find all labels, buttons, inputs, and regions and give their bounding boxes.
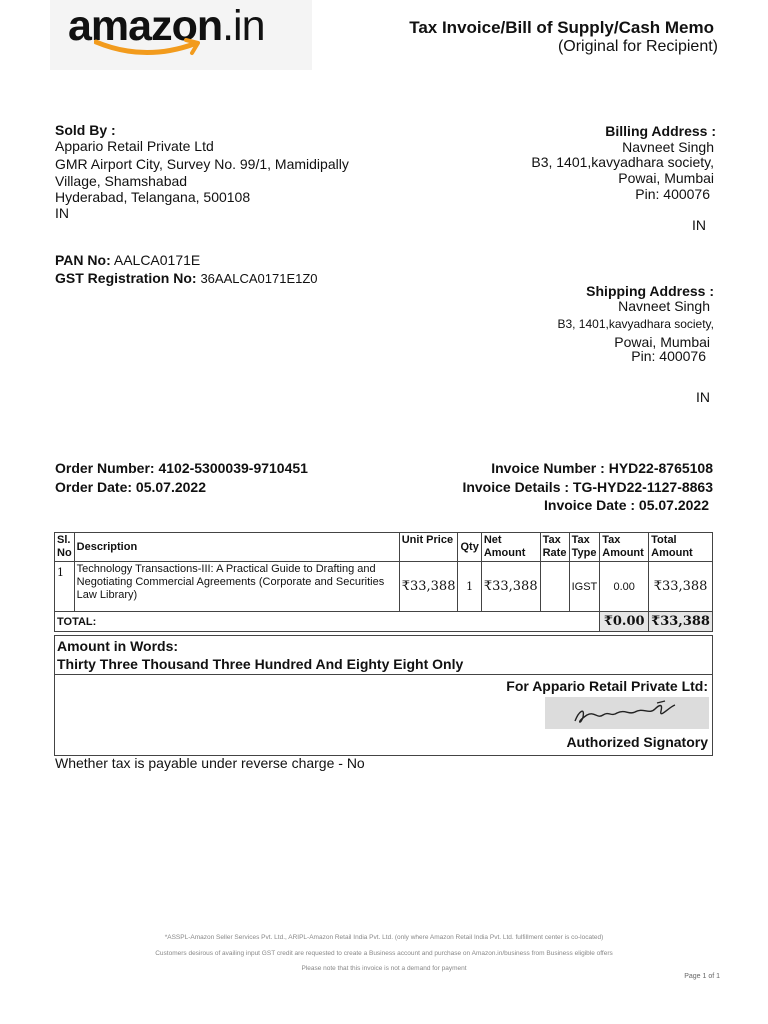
row-description: Technology Transactions-III: A Practical Guide to Drafting and Negotiating Commercial Agreements (Corporate and Securities Law Library) [74,562,399,612]
header-description: Description [74,533,399,562]
invoice-date: 05.07.2022 [638,497,709,513]
header-total-amount: Total Amount [649,533,713,562]
order-date-label: Order Date: [55,479,133,495]
invoice-subtitle: (Original for Recipient) [557,38,718,55]
order-number: 4102-5300039-9710451 [158,460,308,476]
seller-country: IN [55,205,69,221]
footer-line1: *ASSPL-Amazon Seller Services Pvt. Ltd., ARIPL-Amazon Retail India Pvt. Ltd. (only where Amazon Retail India Pvt. Ltd. fulfillment center is co-located) [164,934,604,941]
seller-address-line1: GMR Airport City, Survey No. 99/1, Mamidipally [55,156,349,172]
signature-image [545,697,709,729]
invoice-date-row [544,497,709,513]
table-header-row [55,533,713,562]
header-net-amount: Net Amount [481,533,540,562]
pan-row [55,252,200,269]
header-tax-amount: Tax Amount [600,533,649,562]
for-company-label: For Appario Retail Private Ltd: [506,678,708,694]
shipping-line2: Powai, Mumbai [614,334,710,350]
header-sl: Sl. No [55,533,75,562]
invoice-details: TG-HYD22-1127-8863 [572,479,713,495]
header-tax-type: Tax Type [569,533,600,562]
total-tax: ₹0.00 [600,612,649,632]
shipping-name: Navneet Singh [618,298,710,314]
gst-label: GST Registration No: [55,270,197,286]
reverse-charge-note: Whether tax is payable under reverse charge - No [55,755,365,771]
amount-in-words-value: Thirty Three Thousand Three Hundred And Eighty Eight Only [57,656,464,672]
logo-text-suffix: .in [222,2,265,50]
order-date-row [55,479,206,495]
shipping-pin: Pin: 400076 [631,348,706,364]
header-unit-price: Unit Price [399,533,458,562]
billing-line1: B3, 1401,kavyadhara society, [531,154,714,170]
invoice-details-row [462,479,713,495]
row-tax-amount: 0.00 [600,562,649,612]
row-unit-price: ₹33,388 [399,562,458,612]
seller-address-line3: Hyderabad, Telangana, 500108 [55,189,251,205]
gst-value: 36AALCA0171E1Z0 [200,271,318,286]
authorized-signatory-label: Authorized Signatory [566,734,708,750]
header-tax-rate: Tax Rate [540,533,569,562]
invoice-number-row [491,460,713,476]
row-tax-rate [540,562,569,612]
footer-line2: Customers desirous of availing input GST credit are requested to create a Business account and purchase on Amazon.in/business from Business eligible offers [155,950,613,957]
gst-row [55,270,318,287]
amount-in-words-label: Amount in Words: [57,638,179,654]
row-net-amount: ₹33,388 [481,562,540,612]
row-qty: 1 [458,562,481,612]
order-number-label: Order Number: [55,460,155,476]
billing-line2: Powai, Mumbai [618,170,714,186]
shipping-address-label: Shipping Address : [586,283,714,299]
billing-pin: Pin: 400076 [635,186,710,202]
page-number: Page 1 of 1 [684,973,720,980]
invoice-details-label: Invoice Details : [462,479,570,495]
footer-line3: Please note that this invoice is not a demand for payment [301,965,467,972]
signature-scribble-icon [545,697,709,729]
billing-name: Navneet Singh [622,139,714,155]
table-total-row [55,612,713,632]
seller-address-line2: Village, Shamshabad [55,173,188,189]
logo-text-main: amazon [68,2,223,50]
total-amount: ₹33,388 [649,612,713,632]
row-total-amount: ₹33,388 [649,562,713,612]
total-label: TOTAL: [55,612,600,632]
invoice-number: HYD22-8765108 [608,460,713,476]
invoice-title: Tax Invoice/Bill of Supply/Cash Memo [409,18,714,37]
row-tax-type: IGST [569,562,600,612]
amount-in-words-box [54,635,713,675]
amazon-smile-icon [94,38,204,60]
table-row [55,562,713,612]
order-date: 05.07.2022 [135,479,206,495]
header-qty: Qty [458,533,481,562]
billing-country: IN [692,217,706,233]
invoice-number-label: Invoice Number : [491,460,605,476]
pan-value: AALCA0171E [113,252,201,268]
shipping-line1: B3, 1401,kavyadhara society, [557,317,714,331]
invoice-items-table [54,532,713,632]
sold-by-label: Sold By : [55,122,116,138]
seller-name: Appario Retail Private Ltd [55,138,214,154]
shipping-country: IN [696,389,710,405]
billing-address-label: Billing Address : [605,123,716,139]
order-number-row [55,460,308,476]
row-sl: 1 [55,562,75,612]
pan-label: PAN No: [55,252,111,268]
invoice-date-label: Invoice Date : [544,497,636,513]
